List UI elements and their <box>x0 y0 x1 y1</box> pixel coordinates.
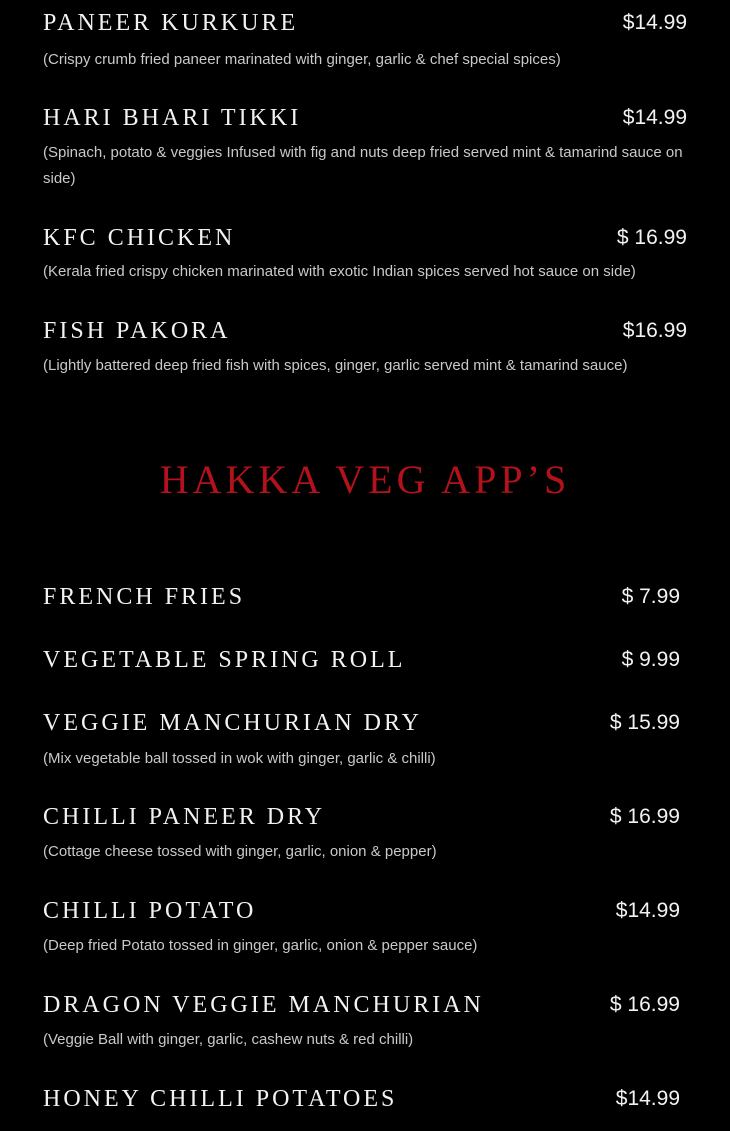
item-name: CHILLI POTATO <box>43 898 257 924</box>
item-price: $14.99 <box>622 106 687 129</box>
item-description: (Lightly battered deep fried fish with spices, ginger, garlic served mint & tamarind sauce) <box>43 357 628 374</box>
item-price: $ 16.99 <box>616 226 687 249</box>
item-description: (Mix vegetable ball tossed in wok with ginger, garlic & chilli) <box>43 750 436 767</box>
item-description: (Kerala fried crispy chicken marinated with exotic Indian spices served hot sauce on side) <box>43 263 636 280</box>
item-price: $ 7.99 <box>621 585 680 608</box>
item-name: KFC CHICKEN <box>43 225 236 251</box>
item-price: $14.99 <box>615 1087 680 1110</box>
item-description: (Veggie Ball with ginger, garlic, cashew nuts & red chilli) <box>43 1031 414 1048</box>
item-price: $14.99 <box>615 899 680 922</box>
item-name: FRENCH FRIES <box>43 584 246 610</box>
item-description: (Cottage cheese tossed with ginger, garlic, onion & pepper) <box>43 843 437 860</box>
item-price: $16.99 <box>622 319 687 342</box>
item-price: $ 16.99 <box>609 993 680 1016</box>
item-name: PANEER KURKURE <box>43 10 299 36</box>
item-price: $ 9.99 <box>621 648 680 671</box>
section-heading-hakka-veg-apps: HAKKA VEG APP’S <box>159 457 571 502</box>
item-description: (Deep fried Potato tossed in ginger, garlic, onion & pepper sauce) <box>43 937 478 954</box>
item-description: (Spinach, potato & veggies Infused with fig and nuts deep fried served mint & tamarind sauce on side) <box>43 144 683 187</box>
item-name: DRAGON VEGGIE MANCHURIAN <box>43 992 484 1018</box>
item-price: $14.99 <box>622 11 687 34</box>
item-name: HONEY CHILLI POTATOES <box>43 1086 398 1112</box>
item-name: FISH PAKORA <box>43 318 231 344</box>
item-name: VEGETABLE SPRING ROLL <box>43 647 406 673</box>
item-name: CHILLI PANEER DRY <box>43 804 326 830</box>
item-name: VEGGIE MANCHURIAN DRY <box>43 710 422 736</box>
item-name: HARI BHARI TIKKI <box>43 105 302 131</box>
item-price: $ 15.99 <box>609 711 680 734</box>
item-price: $ 16.99 <box>609 805 680 828</box>
item-description: (Crispy crumb fried paneer marinated with ginger, garlic & chef special spices) <box>43 51 561 68</box>
